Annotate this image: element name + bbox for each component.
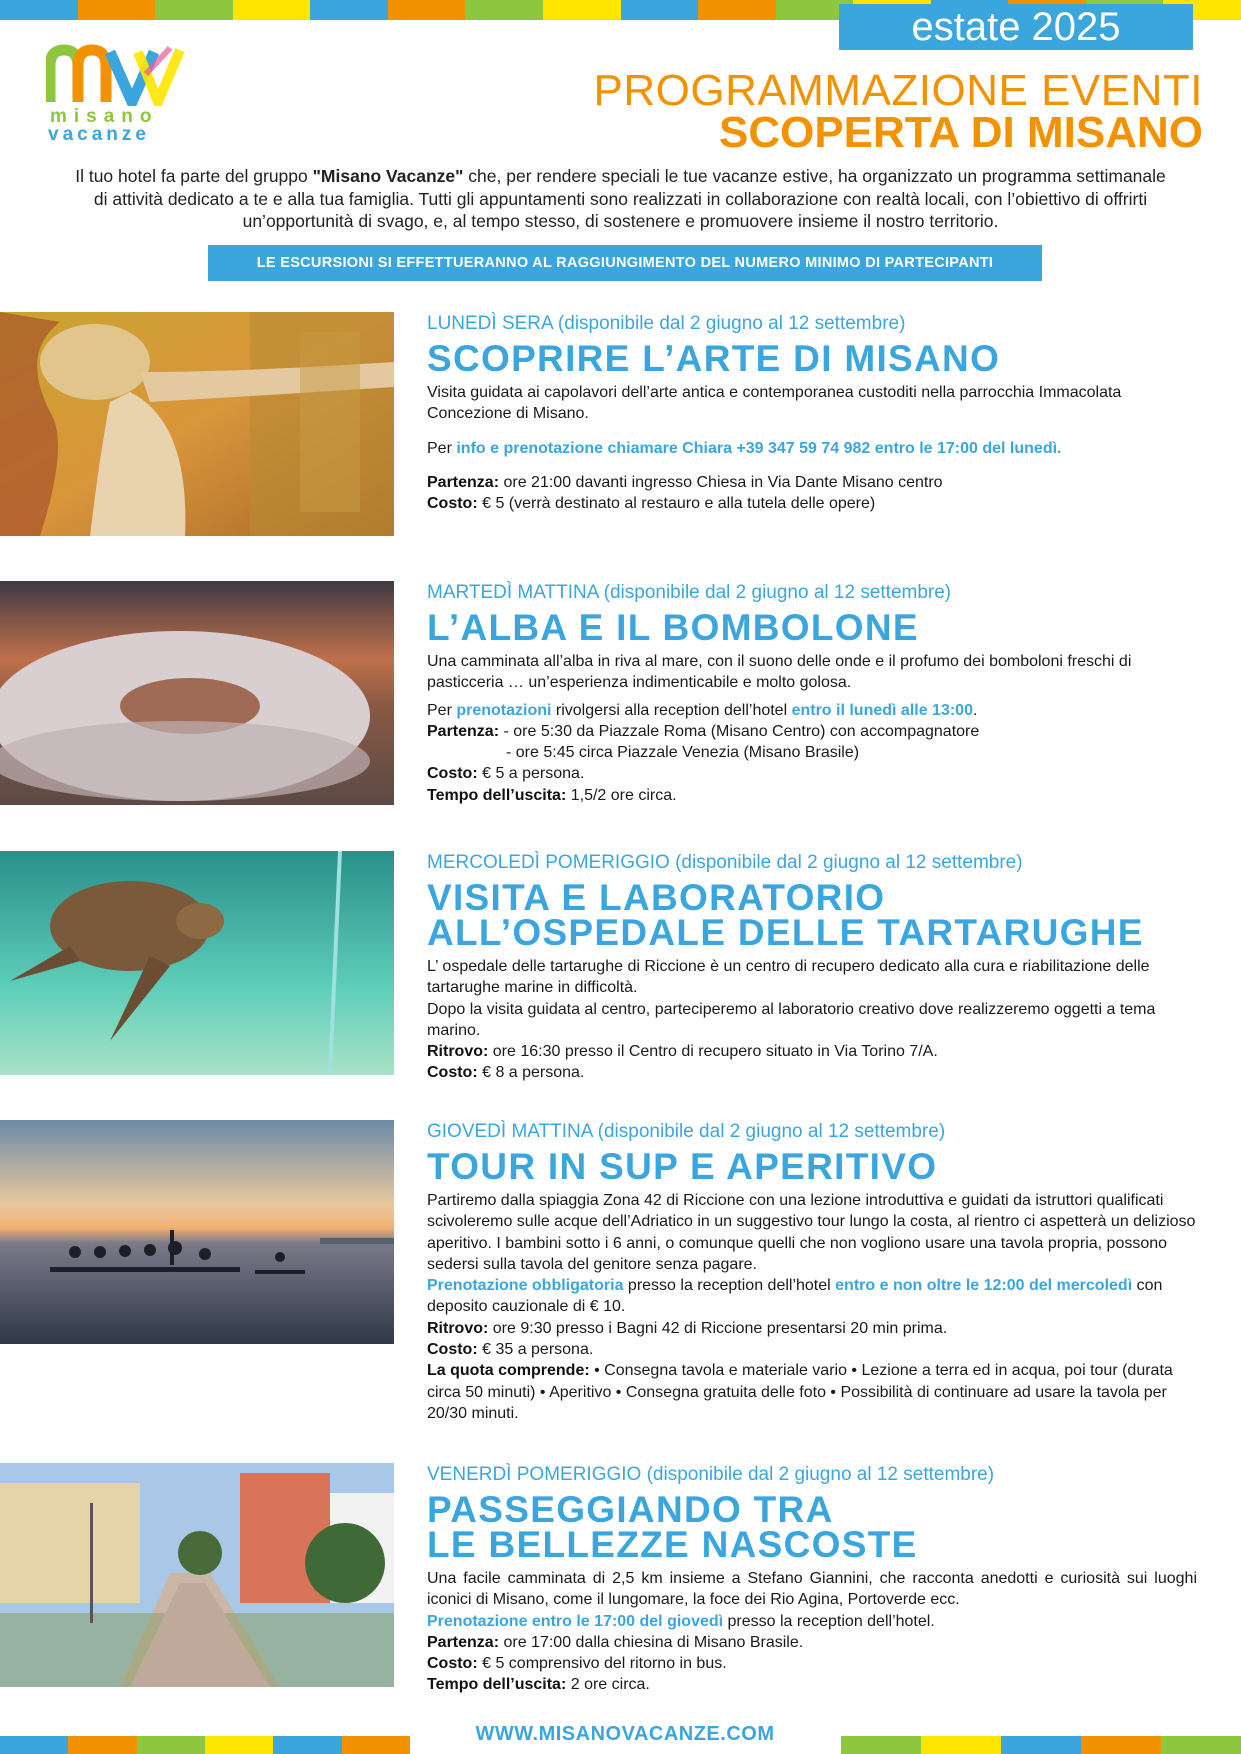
season-badge: estate 2025 <box>839 4 1193 50</box>
event-image-promenade <box>0 1463 394 1687</box>
event-description: Una facile camminata di 2,5 km insieme a Stefano Giannini, che racconta anedotti e curiosità sui luoghi iconici di Misano, come il lungomare, la foce dei Rio Agina, Portoverde ecc. <box>427 1570 1197 1609</box>
event-booking-info: Prenotazione entro le 17:00 del giovedì presso la reception dell’hotel. Partenza: ore 17:00 dalla chiesina di Misano Brasile. Costo: € 5 comprensivo del ritorno in bus. Tempo dell’uscita: 2 ore circa. <box>427 1612 935 1694</box>
event-image-bombolone <box>0 581 394 805</box>
logo-mv-mark <box>46 44 186 106</box>
event-day: LUNEDÌ SERA (disponibile dal 2 giugno al 12 settembre) <box>427 313 906 334</box>
event-description: Partiremo dalla spiaggia Zona 42 di Riccione con una lezione introduttiva e guidati da istruttori qualificati scivoleremo sulle acque dell’Adriatico in un suggestivo tour lungo la costa, al rientro ci aspetterà un delizioso aperitivo. I bambini sotto i 6 anni, o comunque quelli che non vogliono usare una tavola propria, possono sedersi sulla tavola del genitore senza pagare. Prenotazione obbligatoria presso la reception dell’hotel entro e non oltre le 12:00 del mercoledì con deposito cauzionale di € 10. Ritrovo: ore 9:30 presso i Bagni 42 di Riccione presentarsi 20 min prima. Costo: € 35 a persona. La quota comprende: • Consegna tavola e materiale vario • Lezione a terra ed in acqua, poi tour (durata circa 50 minuti) • Aperitivo • Consegna gratuita delle foto • Possibilità di continuare ad usare la tavola per 20/30 minuti. <box>427 1192 1196 1422</box>
minimum-participants-notice: LE ESCURSIONI SI EFFETTUERANNO AL RAGGIUNGIMENTO DEL NUMERO MINIMO DI PARTECIPANTI <box>208 245 1042 281</box>
event-image-art <box>0 312 394 536</box>
page-title-line1: PROGRAMMAZIONE EVENTI <box>593 66 1203 115</box>
event-booking-info: Per info e prenotazione chiamare Chiara +39 347 59 74 982 entro le 17:00 del lunedì. <box>427 439 1062 457</box>
bottom-right-color-stripe <box>841 1736 1241 1754</box>
website-link[interactable]: WWW.MISANOVACANZE.COM <box>475 1723 775 1745</box>
event-description: Una camminata all’alba in riva al mare, con il suono delle onde e il profumo dei bomboloni freschi di pasticceria … un’esperienza indimenticabile e molto golosa. <box>427 653 1132 692</box>
event-day: VENERDÌ POMERIGGIO (disponibile dal 2 giugno al 12 settembre) <box>427 1464 995 1485</box>
booking-phone-highlight: info e prenotazione chiamare Chiara +39 347 59 74 982 entro le 17:00 del lunedì. <box>456 439 1062 457</box>
logo-word-misano: misano <box>50 106 159 127</box>
event-day: MERCOLEDÌ POMERIGGIO (disponibile dal 2 giugno al 12 settembre) <box>427 852 1023 873</box>
logo-word-vacanze: vacanze <box>48 124 150 145</box>
bottom-left-color-stripe <box>0 1736 410 1754</box>
event-title: TOUR IN SUP E APERITIVO <box>427 1146 938 1187</box>
event-image-sup <box>0 1120 394 1344</box>
event-day: GIOVEDÌ MATTINA (disponibile dal 2 giugno al 12 settembre) <box>427 1121 946 1142</box>
group-name: "Misano Vacanze" <box>312 166 464 186</box>
misano-vacanze-logo <box>46 44 186 148</box>
event-description: Visita guidata ai capolavori dell’arte antica e contemporanea custoditi nella parrocchia Immacolata Concezione di Misano. <box>427 384 1122 423</box>
event-day: MARTEDÌ MATTINA (disponibile dal 2 giugno al 12 settembre) <box>427 582 952 603</box>
event-description: L’ ospedale delle tartarughe di Riccione è un centro di recupero dedicato alla cura e riabilitazione delle tartarughe marine in difficoltà. Dopo la visita guidata al centro, parteciperemo al laboratorio creativo dove realizzeremo oggetti a tema marino. Ritrovo: ore 16:30 presso il Centro di recupero situato in Via Torino 7/A. Costo: € 8 a persona. <box>427 958 1156 1082</box>
event-title: L’ALBA E IL BOMBOLONE <box>427 607 919 648</box>
event-title: SCOPRIRE L’ARTE DI MISANO <box>427 338 1001 379</box>
event-title: PASSEGGIANDO TRA LE BELLEZZE NASCOSTE <box>427 1489 918 1565</box>
page-title-line2: SCOPERTA DI MISANO <box>718 108 1203 157</box>
event-image-turtle <box>0 851 394 1075</box>
event-title: VISITA E LABORATORIO ALL’OSPEDALE DELLE TARTARUGHE <box>427 877 1144 953</box>
event-booking-info: Per prenotazioni rivolgersi alla reception dell’hotel entro il lunedì alle 13:00. Partenza: - ore 5:30 da Piazzale Roma (Misano Centro) con accompagnatore - ore 5:45 circa Piazzale Venezia (Misano Brasile) Costo: € 5 a persona. Tempo dell’uscita: 1,5/2 ore circa. <box>427 701 980 804</box>
intro-paragraph: Il tuo hotel fa parte del gruppo "Misano Vacanze" che, per rendere speciali le tue vacanze estive, ha organizzato un programma settimanale di attività dedicato a te e alla tua famiglia. Tutti gli appuntamenti sono realizzati in collaborazione con realtà locali, con l’obiettivo di offrirti un’opportunità di svago, e, al tempo stesso, di sostenere e promuovere insieme il nostro territorio. <box>75 166 1166 231</box>
event-departure: Partenza: ore 21:00 davanti ingresso Chiesa in Via Dante Misano centro Costo: € 5 (verrà destinato al restauro e alla tutela delle opere) <box>427 473 943 513</box>
